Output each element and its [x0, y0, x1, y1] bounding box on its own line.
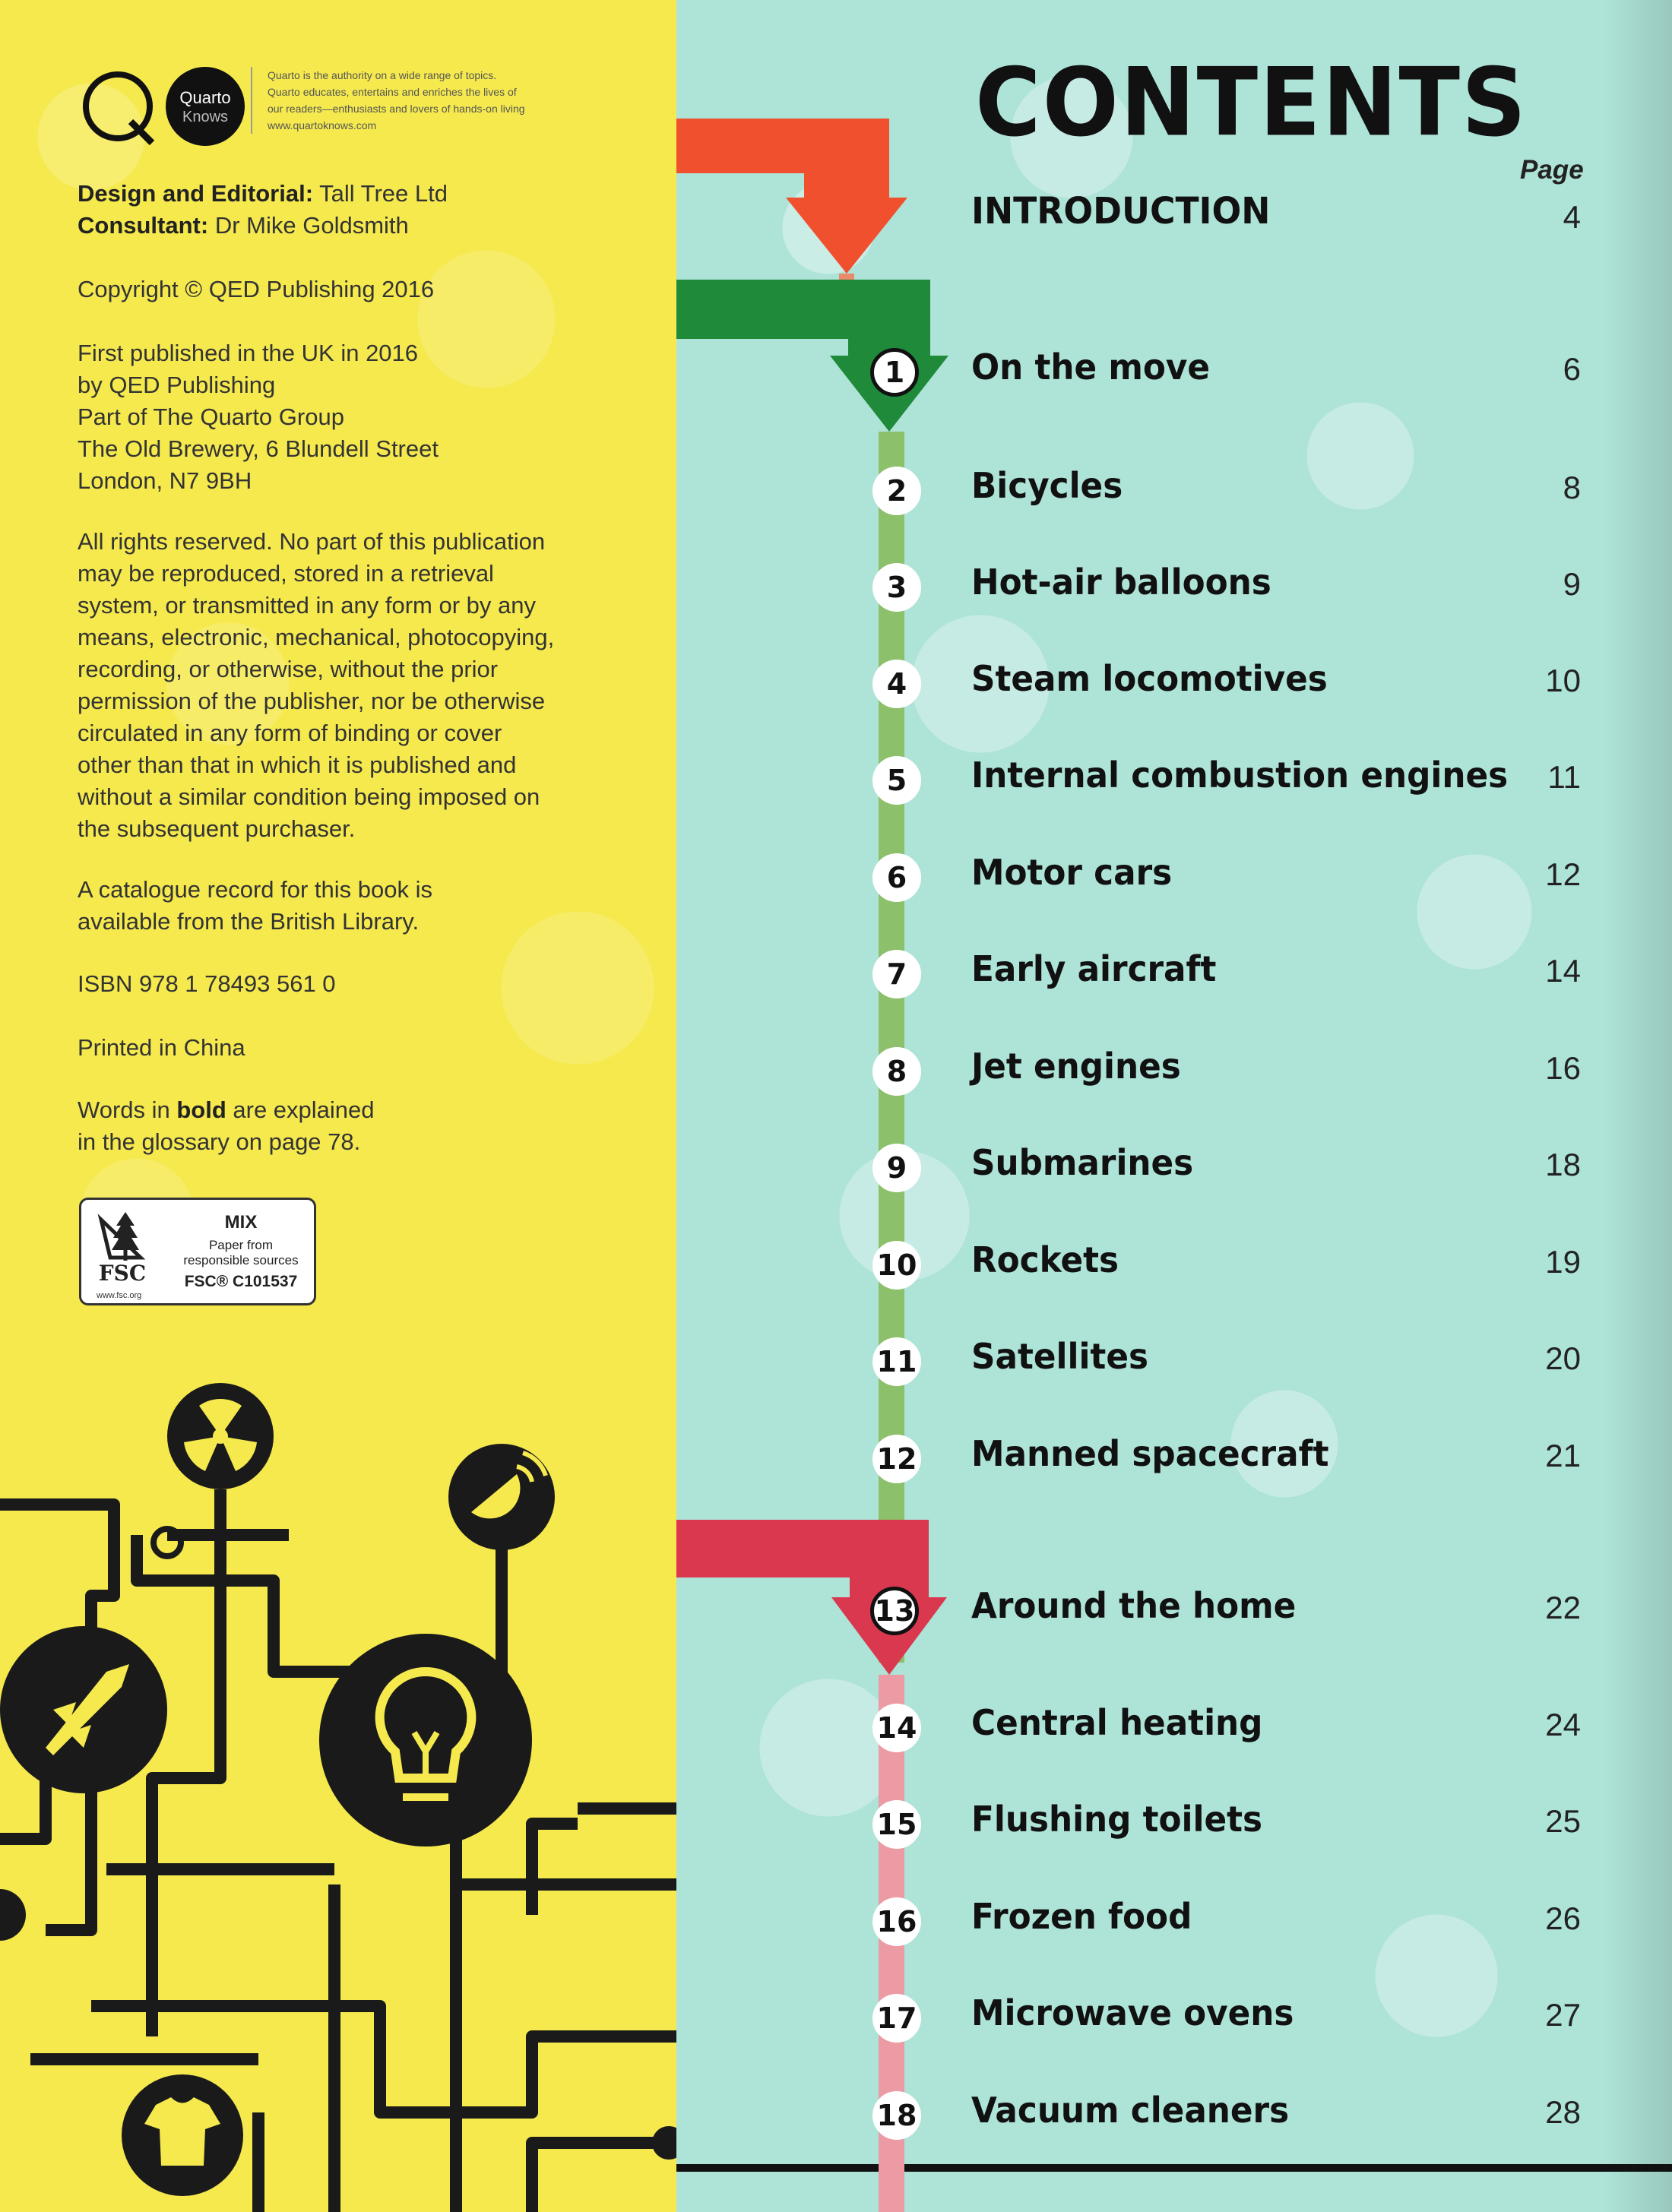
toc-number-badge: 2 — [872, 467, 921, 515]
toc-entry-title[interactable]: On the move — [971, 347, 1211, 388]
toc-entry-page: 16 — [1545, 1050, 1581, 1086]
toc-introduction-page: 4 — [1563, 199, 1581, 235]
rights-line: means, electronic, mechanical, photocopying, — [78, 624, 555, 650]
rights-line: without a similar condition being imposed on — [78, 783, 540, 810]
toc-introduction[interactable]: INTRODUCTION — [971, 190, 1271, 233]
copyright-text: Copyright © QED Publishing 2016 — [78, 276, 435, 302]
fsc-mix-label: MIX — [224, 1212, 258, 1233]
fsc-paper-source — [173, 1238, 309, 1268]
rights-line: recording, or otherwise, without the prior — [78, 656, 499, 682]
toc-number-badge: 5 — [872, 756, 921, 805]
toc-entry-title[interactable]: Central heating — [971, 1702, 1263, 1743]
glossary-prefix: Words in — [78, 1097, 177, 1123]
toc-number-badge: 6 — [872, 853, 921, 902]
toc-entry-page: 12 — [1545, 856, 1581, 892]
isbn — [78, 968, 336, 1000]
toc-entry-title[interactable]: Satellites — [971, 1336, 1148, 1377]
tagline-line: Quarto is the authority on a wide range of topics. — [268, 69, 497, 81]
toc-number-badge: 1 — [870, 348, 919, 397]
quarto-knows-logo — [76, 62, 258, 153]
fsc-paper-line: responsible sources — [183, 1253, 299, 1267]
catalogue-line: A catalogue record for this book is — [78, 876, 432, 903]
catalogue-record — [78, 874, 432, 938]
published-line: by QED Publishing — [78, 372, 276, 398]
toc-entry-page: 26 — [1545, 1900, 1581, 1936]
toc-entry-title[interactable]: Submarines — [971, 1142, 1194, 1183]
toc-number-badge: 10 — [872, 1241, 921, 1290]
toc-entry-page: 8 — [1563, 470, 1581, 505]
toc-entry-title[interactable]: Hot-air balloons — [971, 562, 1271, 603]
published-line: The Old Brewery, 6 Blundell Street — [78, 435, 439, 462]
contents-title: CONTENTS — [975, 47, 1528, 157]
rights-line: other than that in which it is published and — [78, 752, 517, 778]
toc-entry-title[interactable]: Jet engines — [971, 1046, 1181, 1087]
consultant-value: Dr Mike Goldsmith — [214, 212, 409, 239]
toc-number-badge: 3 — [872, 563, 921, 612]
tagline-url: www.quartoknows.com — [268, 119, 377, 131]
satellite-dish-icon — [448, 1444, 555, 1550]
published-line: First published in the UK in 2016 — [78, 340, 419, 366]
published-line: London, N7 9BH — [78, 467, 252, 494]
rights-line: All rights reserved. No part of this publication — [78, 528, 546, 555]
radiation-icon — [167, 1383, 274, 1489]
toc-entry-page: 9 — [1563, 566, 1581, 602]
t-shirt-icon — [122, 2074, 243, 2196]
toc-number-badge: 17 — [872, 1994, 921, 2043]
toc-entry-page: 22 — [1545, 1590, 1581, 1625]
page-spine-shadow — [1604, 0, 1672, 2212]
toc-number-badge: 12 — [872, 1435, 921, 1483]
isbn-text: ISBN 978 1 78493 561 0 — [78, 970, 336, 997]
toc-entry-title[interactable]: Microwave ovens — [971, 1992, 1294, 2033]
design-value: Tall Tree Ltd — [319, 180, 448, 207]
toc-entry-title[interactable]: Flushing toilets — [971, 1799, 1263, 1840]
toc-entry-title[interactable]: Vacuum cleaners — [971, 2090, 1290, 2131]
toc-entry-page: 11 — [1547, 759, 1581, 795]
credits — [78, 178, 448, 242]
toc-entry-page: 27 — [1545, 1997, 1581, 2033]
toc-entry-page: 18 — [1545, 1147, 1581, 1182]
glossary-note — [78, 1094, 375, 1158]
rights-notice — [78, 526, 554, 845]
toc-number-badge: 4 — [872, 660, 921, 708]
rights-line: system, or transmitted in any form or by any — [78, 592, 536, 619]
toc-entry-page: 14 — [1545, 953, 1581, 989]
toc-number-badge: 7 — [872, 950, 921, 998]
toc-entry-title[interactable]: Manned spacecraft — [971, 1433, 1329, 1474]
toc-entry-page: 25 — [1545, 1803, 1581, 1839]
rights-line: may be reproduced, stored in a retrieval — [78, 560, 494, 587]
publisher-tagline — [251, 67, 572, 134]
fsc-certification-badge — [79, 1198, 316, 1305]
catalogue-line: available from the British Library. — [78, 908, 420, 935]
imprint-panel — [0, 0, 676, 2212]
rights-line: circulated in any form of binding or cover — [78, 720, 502, 746]
toc-entry-page: 19 — [1545, 1244, 1581, 1280]
toc-number-badge: 13 — [870, 1587, 919, 1635]
toc-number-badge: 14 — [872, 1704, 921, 1752]
toc-entry-title[interactable]: Motor cars — [971, 852, 1173, 893]
toc-entry-title[interactable]: Early aircraft — [971, 948, 1217, 989]
rights-line: permission of the publisher, nor be otherwise — [78, 688, 546, 714]
fsc-mark: FSC — [98, 1261, 147, 1286]
toc-entry-page: 10 — [1545, 663, 1581, 698]
publication-info — [78, 337, 439, 497]
published-line: Part of The Quarto Group — [78, 403, 344, 430]
fsc-url: www.fsc.org — [97, 1291, 142, 1300]
toc-entry-title[interactable]: Internal combustion engines — [971, 755, 1509, 796]
toc-entry-title[interactable]: Frozen food — [971, 1896, 1192, 1937]
page-column-heading: Page — [1520, 155, 1584, 185]
rocket-icon — [0, 1626, 167, 1793]
pipe-network — [0, 1489, 745, 2212]
fsc-paper-line: Paper from — [208, 1238, 274, 1252]
toc-entry-page: 20 — [1545, 1340, 1581, 1376]
toc-number-badge: 11 — [872, 1337, 921, 1386]
toc-number-badge: 15 — [872, 1800, 921, 1849]
fsc-tree-logo-icon — [87, 1204, 163, 1296]
toc-number-badge: 16 — [872, 1897, 921, 1946]
printed-in — [78, 1032, 245, 1064]
toc-entry-page: 21 — [1545, 1438, 1581, 1473]
toc-number-badge: 8 — [872, 1047, 921, 1096]
toc-number-badge: 18 — [872, 2091, 921, 2140]
copyright — [78, 274, 434, 305]
toc-entry-title[interactable]: Steam locomotives — [971, 658, 1328, 699]
consultant-label: Consultant: — [78, 212, 209, 239]
toc-entry-page: 24 — [1545, 1707, 1581, 1742]
logo-brand: Quarto — [179, 88, 231, 107]
light-bulb-icon — [319, 1634, 532, 1846]
toc-entry-page: 28 — [1545, 2094, 1581, 2130]
toc-entry-page: 6 — [1563, 351, 1581, 387]
toc-entry-title[interactable]: Rockets — [971, 1239, 1119, 1280]
tagline-line: Quarto educates, entertains and enriches the lives of — [268, 86, 517, 98]
glossary-line2: in the glossary on page 78. — [78, 1128, 361, 1155]
contents-timeline-graphic — [669, 106, 973, 2212]
rights-line: the subsequent purchaser. — [78, 815, 356, 842]
glossary-suffix: are explained — [226, 1097, 375, 1123]
logo-brand-sub: Knows — [182, 109, 229, 125]
introduction-arrow — [676, 119, 907, 274]
toc-entry-title[interactable]: Bicycles — [971, 465, 1123, 506]
glossary-bold-word: bold — [176, 1097, 226, 1123]
toc-entry-title[interactable]: Around the home — [971, 1585, 1297, 1626]
design-label: Design and Editorial: — [78, 180, 314, 207]
fsc-license-code: FSC® C101537 — [184, 1273, 298, 1290]
tagline-line: our readers—enthusiasts and lovers of hands-on living — [268, 103, 525, 115]
toc-number-badge: 9 — [872, 1144, 921, 1192]
printed-text: Printed in China — [78, 1034, 245, 1061]
